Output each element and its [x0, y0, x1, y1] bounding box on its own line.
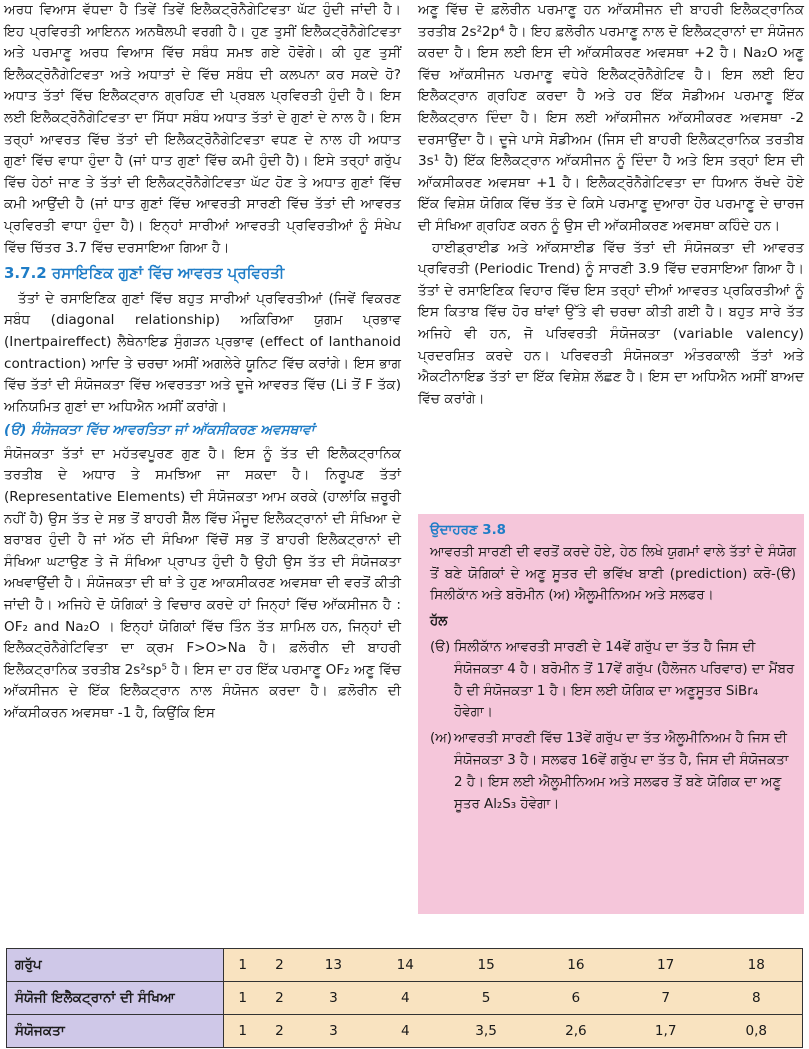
solution-part-b-text: ਆਵਰਤੀ ਸਾਰਣੀ ਵਿੱਚ 13ਵੇਂ ਗਰੁੱਪ ਦਾ ਤੱਤ ਐਲੂਮੀਨਿਅਮ ਹੈ ਜਿਸ ਦੀ ਸੰਯੋਜਕਤਾ 3 ਹੈ। ਸਲਫਰ 16ਵੇਂ ਗਰੁੱਪ ਦਾ ਤੱਤ ਹੈ, ਜਿਸ ਦੀ ਸੰਯੋਜਕਤਾ 2 ਹੈ। ਇਸ ਲਈ ਐਲੂਮੀਨਿਅਮ ਅਤੇ ਸਲਫਰ ਤੋਂ ਬਣੇ ਯੋਗਿਕ ਦਾ ਅਣੂ ਸੂਤਰ Al₂S₃ ਹੋਵੇਗਾ।	[454, 731, 789, 812]
table-row-label: ਗਰੁੱਪ	[7, 949, 224, 982]
solution-title: ਹੱਲ	[430, 614, 448, 630]
table-row-valency	[7, 1015, 803, 1048]
table-cell: 14	[369, 949, 441, 982]
right-column	[418, 0, 804, 410]
table-row-label: ਸੰਯੋਜੀ ਇਲੈਕਟ੍ਰਾਨਾਂ ਦੀ ਸੰਖਿਆ	[7, 982, 224, 1015]
table-cell: 1	[224, 982, 262, 1015]
table-cell: 15	[441, 949, 531, 982]
left-column	[4, 0, 401, 725]
table-cell: 3,5	[441, 1015, 531, 1048]
table-cell: 5	[441, 982, 531, 1015]
table-cell: 7	[621, 982, 711, 1015]
solution-part-b	[430, 728, 796, 815]
table-cell: 4	[369, 982, 441, 1015]
solution-part-a-label: (ੳ)	[430, 639, 451, 655]
table-cell: 1	[224, 949, 262, 982]
example-title: ਉਦਾਹਰਣ 3.8	[430, 523, 506, 538]
table-cell: 17	[621, 949, 711, 982]
table-cell: 8	[711, 982, 803, 1015]
table-cell: 2	[262, 1015, 298, 1048]
table-cell: 1	[224, 1015, 262, 1048]
valency-table	[6, 948, 803, 1048]
left-paragraph-3: ਸੰਯੋਜਕਤਾ ਤੱਤਾਂ ਦਾ ਮਹੱਤਵਪੂਰਣ ਗੁਣ ਹੈ। ਇਸ ਨੂੰ ਤੱਤ ਦੀ ਇਲੈਕਟ੍ਰਾਨਿਕ ਤਰਤੀਬ ਦੇ ਅਧਾਰ ਤੇ ਸਮਝਿਆ ਜਾ ਸਕਦਾ ਹੈ। ਨਿਰੂਪਣ ਤੱਤਾਂ (Representative Elements) ਦੀ ਸੰਯੋਜਕਤਾ ਆਮ ਕਰਕੇ (ਹਾਲਾਂਕਿ ਜ਼ਰੂਰੀ ਨਹੀਂ ਹੈ) ਉਸ ਤੱਤ ਦੇ ਸਭ ਤੋਂ ਬਾਹਰੀ ਸ਼ੈੱਲ ਵਿੱਚ ਮੌਜੂਦ ਇਲੈਕਟ੍ਰਾਨਾਂ ਦੀ ਸੰਖਿਆ ਦੇ ਬਰਾਬਰ ਹੁੰਦੀ ਹੈ ਜਾਂ ਅੱਠ ਦੀ ਸੰਖਿਆ ਵਿੱਚੋਂ ਸਭ ਤੋਂ ਬਾਹਰੀ ਇਲੈਕਟ੍ਰਾਨਾਂ ਦੀ ਸੰਖਿਆ ਘਟਾਉਣ ਤੇ ਜੋ ਸੰਖਿਆ ਪ੍ਰਾਪਤ ਹੁੰਦੀ ਹੈ ਉਹੀ ਉਸ ਤੱਤ ਦੀ ਸੰਯੋਜਕਤਾ ਅਖਵਾਉਂਦੀ ਹੈ। ਸੰਯੋਜਕਤਾ ਦੀ ਥਾਂ ਤੇ ਹੁਣ ਆਕਸੀਕਰਣ ਅਵਸਥਾ ਦੀ ਵਰਤੋਂ ਕੀਤੀ ਜਾਂਦੀ ਹੈ। ਅਜਿਹੇ ਦੋ ਯੋਗਿਕਾਂ ਤੇ ਵਿਚਾਰ ਕਰਦੇ ਹਾਂ ਜਿਨ੍ਹਾਂ ਵਿੱਚ ਆੱਕਸੀਜਨ ਹੈ : OF₂ and Na₂O । ਇਨ੍ਹਾਂ ਯੋਗਿਕਾਂ ਵਿੱਚ ਤਿੰਨ ਤੱਤ ਸ਼ਾਮਿਲ ਹਨ, ਜਿਨ੍ਹਾਂ ਦੀ ਇਲੈਕਟ੍ਰੋਨੈਗੇਟਿਵਿਤਾ ਦਾ ਕ੍ਰਮ F>O>Na ਹੈ। ਫ਼ਲੋਰੀਨ ਦੀ ਬਾਹਰੀ ਇਲੈਕਟ੍ਰਾਨਿਕ ਤਰਤੀਬ 2s²sp⁵ ਹੈ। ਇਸ ਦਾ ਹਰ ਇੱਕ ਪਰਮਾਣੂ OF₂ ਅਣੂ ਵਿੱਚ ਆੱਕਸੀਜਨ ਦੇ ਇੱਕ ਇਲੈਕਟ੍ਰਾਨ ਨਾਲ ਸੰਯੋਜਨ ਕਰਦਾ ਹੈ। ਫ਼ਲੋਰੀਨ ਦੀ ਆੱਕਸੀਕਰਨ ਅਵਸਥਾ -1 ਹੈ, ਕਿਉਂਕਿ ਇਸ	[4, 445, 401, 721]
table-cell: 0,8	[711, 1015, 803, 1048]
right-paragraph-2: ਹਾਈਡ੍ਰਾਈਡ ਅਤੇ ਆੱਕਸਾਈਡ ਵਿੱਚ ਤੱਤਾਂ ਦੀ ਸੰਯੋਜਕਤਾ ਦੀ ਆਵਰਤ ਪ੍ਰਵਿਰਤੀ (Periodic Trend) ਨੂੰ ਸਾਰਣੀ 3.9 ਵਿੱਚ ਦਰਸਾਇਆ ਗਿਆ ਹੈ। ਤੱਤਾਂ ਦੇ ਰਸਾਇਣਿਕ ਵਿਹਾਰ ਵਿੱਚ ਇਸ ਤਰ੍ਹਾਂ ਦੀਆਂ ਆਵਰਤ ਪ੍ਰਕਿਰਤੀਆਂ ਨੂੰ ਇਸ ਕਿਤਾਬ ਵਿੱਚ ਹੋਰ ਥਾਂਵਾਂ ਉੱਤੇ ਵੀ ਚਰਚਾ ਕੀਤੀ ਗਈ ਹੈ। ਬਹੁਤ ਸਾਰੇ ਤੱਤ ਅਜਿਹੇ ਵੀ ਹਨ, ਜੋ ਪਰਿਵਰਤੀ ਸੰਯੋਜਕਤਾ (variable valency) ਪ੍ਰਦਰਸ਼ਿਤ ਕਰਦੇ ਹਨ। ਪਰਿਵਰਤੀ ਸੰਯੋਜਕਤਾ ਅੰਤਰਕਾਲੀ ਤੱਤਾਂ ਅਤੇ ਐਕਟੀਨਾਇਡ ਤੱਤਾਂ ਦਾ ਇੱਕ ਵਿਸ਼ੇਸ਼ ਲੱਛਣ ਹੈ। ਇਸ ਦਾ ਅਧਿਐਨ ਅਸੀਂ ਬਾਅਦ ਵਿੱਚ ਕਰਾਂਗੇ।	[418, 239, 804, 407]
example-question: ਆਵਰਤੀ ਸਾਰਣੀ ਦੀ ਵਰਤੋਂ ਕਰਦੇ ਹੋਏ, ਹੇਠ ਲਿਖੇ ਯੁਗਮਾਂ ਵਾਲੇ ਤੱਤਾਂ ਦੇ ਸੰਯੋਗ ਤੋਂ ਬਣੇ ਯੋਗਿਕਾਂ ਦੇ ਅਣੂ ਸੂਤਰ ਦੀ ਭਵਿੱਖ ਬਾਣੀ (prediction) ਕਰੋ-(ੳ) ਸਿਲੀਕਾੱਨ ਅਤੇ ਬਰੋਮੀਨ (ਅ) ਐਲੂਮੀਨਿਅਮ ਅਤੇ ਸਲਫਰ।	[430, 544, 796, 604]
left-paragraph-2: ਤੱਤਾਂ ਦੇ ਰਸਾਇਣਿਕ ਗੁਣਾਂ ਵਿੱਚ ਬਹੁਤ ਸਾਰੀਆਂ ਪ੍ਰਵਿਰਤੀਆਂ (ਜਿਵੇਂ ਵਿਕਰਣ ਸਬੰਧ (diagonal relationship) ਅਕਿਰਿਆ ਯੁਗਮ ਪ੍ਰਭਾਵ (Inertpaireffect) ਲੈਥੇਨਾਇਡ ਸੁੰਗੜਨ ਪ੍ਰਭਾਵ (effect of lanthanoid contraction) ਆਦਿ ਤੇ ਚਰਚਾ ਅਸੀਂ ਅਗਲੇਰੇ ਯੂਨਿਟ ਵਿੱਚ ਕਰਾਂਗੇ। ਇਸ ਭਾਗ ਵਿੱਚ ਤੱਤਾਂ ਦੀ ਸੰਯੋਜਕਤਾ ਵਿੱਚ ਅਵਰਤਤਾ ਅਤੇ ਦੂਜੇ ਆਵਰਤ ਵਿੱਚ (Li ਤੋਂ F ਤੱਕ) ਅਨਿਯਮਿਤ ਗੁਣਾਂ ਦਾ ਅਧਿਐਨ ਅਸੀਂ ਕਰਾਂਗੇ।	[4, 290, 401, 415]
table-row-group	[7, 949, 803, 982]
solution-part-a-text: ਸਿਲੀਕਾੱਨ ਆਵਰਤੀ ਸਾਰਣੀ ਦੇ 14ਵੇਂ ਗਰੁੱਪ ਦਾ ਤੱਤ ਹੈ ਜਿਸ ਦੀ ਸੰਯੋਜਕਤਾ 4 ਹੈ। ਬਰੋਮੀਨ ਤੋਂ 17ਵੇਂ ਗਰੁੱਪ (ਹੈਲੋਜਨ ਪਰਿਵਾਰ) ਦਾ ਮੈਂਬਰ ਹੈ ਦੀ ਸੰਯੋਜਕਤਾ 1 ਹੈ। ਇਸ ਲਈ ਯੋਗਿਕ ਦਾ ਅਣੂਸੂਤਰ SiBr₄ ਹੋਵੇਗਾ।	[454, 639, 795, 721]
table-cell: 4	[369, 1015, 441, 1048]
solution-part-a	[430, 637, 796, 724]
solution-part-b-label: (ਅ)	[430, 731, 452, 747]
table-cell: 13	[297, 949, 369, 982]
table-cell: 1,7	[621, 1015, 711, 1048]
table-cell: 16	[531, 949, 621, 982]
table-cell: 3	[297, 1015, 369, 1048]
table-cell: 18	[711, 949, 803, 982]
table-cell: 6	[531, 982, 621, 1015]
table-cell: 3	[297, 982, 369, 1015]
left-paragraph-1: ਅਰਧ ਵਿਆਸ ਵੱਧਦਾ ਹੈ ਤਿਵੇਂ ਤਿਵੇਂ ਇਲੈਕਟ੍ਰੋਨੈਗੇਟਿਵਤਾ ਘੱਟ ਹੁੰਦੀ ਜਾਂਦੀ ਹੈ। ਇਹ ਪ੍ਰਵਿਰਤੀ ਆਇਨਨ ਅਨਥੈਲਪੀ ਵਰਗੀ ਹੈ। ਹੁਣ ਤੁਸੀਂ ਇਲੈਕਟ੍ਰੋਨੈਗੇਟਿਵਤਾ ਅਤੇ ਪਰਮਾਣੂ ਅਰਧ ਵਿਆਸ ਵਿੱਚ ਸਬੰਧ ਸਮਝ ਗਏ ਹੋਵੋਗੇ। ਕੀ ਹੁਣ ਤੁਸੀਂ ਇਲੈਕਟ੍ਰੋਨੈਗੇਟਿਵਤਾ ਅਤੇ ਅਧਾਤਾਂ ਦੇ ਵਿੱਚ ਸਬੰਧ ਦੀ ਕਲਪਨਾ ਕਰ ਸਕਦੇ ਹੋ? ਅਧਾਤ ਤੱਤਾਂ ਵਿੱਚ ਇਲੈਕਟ੍ਰਾਨ ਗ੍ਰਹਿਣ ਦੀ ਪ੍ਰਬਲ ਪ੍ਰਵਿਰਤੀ ਹੁੰਦੀ ਹੈ। ਇਸ ਲਈ ਇਲੈਕਟ੍ਰੋਨੈਗੇਟਿਵਤਾ ਦਾ ਸਿੱਧਾ ਸਬੰਧ ਅਧਾਤ ਤੱਤਾਂ ਦੇ ਗੁਣਾਂ ਦੇ ਨਾਲ ਹੈ। ਇਸ ਤਰ੍ਹਾਂ ਆਵਰਤ ਵਿੱਚ ਤੱਤਾਂ ਦੀ ਇਲੈਕਟ੍ਰੋਨੈਗੇਟਿਵਤਾ ਵਧਣ ਦੇ ਨਾਲ ਹੀ ਅਧਾਤ ਗੁਣਾਂ ਵਿੱਚ ਵਾਧਾ ਹੁੰਦਾ ਹੈ (ਜਾਂ ਧਾਤ ਗੁਣਾਂ ਵਿੱਚ ਕਮੀ ਹੁੰਦੀ ਹੈ)। ਇਸੇ ਤਰ੍ਹਾਂ ਗਰੁੱਪ ਵਿੱਚ ਹੇਠਾਂ ਜਾਣ ਤੇ ਤੱਤਾਂ ਦੀ ਇਲੈਕਟ੍ਰੋਨੈਗੇਟਿਵਤਾ ਘੱਟ ਹੋਣ ਤੇ ਅਧਾਤ ਗੁਣਾਂ ਵਿੱਚ ਕਮੀ ਆਉਂਦੀ ਹੈ (ਜਾਂ ਧਾਤ ਗੁਣਾਂ ਵਿੱਚ ਆਵਰਤੀ ਸਾਰਣੀ ਵਿੱਚ ਤੱਤਾਂ ਦੀ ਆਵਰਤ ਪ੍ਰਵਿਰਤੀ ਵਾਧਾ ਹੁੰਦਾ ਹੈ)। ਇਨ੍ਹਾਂ ਸਾਰੀਆਂ ਆਵਰਤੀ ਪ੍ਰਵਿਰਤੀਆਂ ਨੂੰ ਸੰਖੇਪ ਵਿੱਚ ਚਿੱਤਰ 3.7 ਵਿੱਚ ਦਰਸਾਇਆ ਗਿਆ ਹੈ।	[4, 2, 401, 256]
right-paragraph-1: ਅਣੂ ਵਿੱਚ ਦੋ ਫ਼ਲੋਰੀਨ ਪਰਮਾਣੂ ਹਨ ਆੱਕਸੀਜਨ ਦੀ ਬਾਹਰੀ ਇਲੈਕਟ੍ਰਾਨਿਕ ਤਰਤੀਬ 2s²2p⁴ ਹੈ। ਇਹ ਫ਼ਲੋਰੀਨ ਪਰਮਾਣੂ ਨਾਲ ਦੋ ਇਲੈਕਟ੍ਰਾਨਾਂ ਦਾ ਸੰਯੋਜਨ ਕਰਦਾ ਹੈ। ਇਸ ਲਈ ਇਸ ਦੀ ਆੱਕਸੀਕਰਣ ਅਵਸਥਾ +2 ਹੈ। Na₂O ਅਣੂ ਵਿੱਚ ਆੱਕਸੀਜਨ ਪਰਮਾਣੂ ਵਧੇਰੇ ਇਲੈਕਟ੍ਰੋਨੈਗੇਟਿਵ ਹੈ। ਇਸ ਲਈ ਇਹ ਇਲੈਕਟ੍ਰਾਨ ਗ੍ਰਹਿਣ ਕਰਦਾ ਹੈ ਅਤੇ ਹਰ ਇੱਕ ਸੋਡੀਅਮ ਪਰਮਾਣੂ ਇੱਕ ਇਲੈਕਟ੍ਰਾਨ ਦਿੰਦਾ ਹੈ। ਇਸ ਲਈ ਆੱਕਸੀਜਨ ਆੱਕਸੀਕਰਣ ਅਵਸਥਾ -2 ਦਰਸਾਉਂਦਾ ਹੈ। ਦੂਜੇ ਪਾਸੇ ਸੋਡੀਅਮ (ਜਿਸ ਦੀ ਬਾਹਰੀ ਇਲੈਕਟ੍ਰਾਨਿਕ ਤਰਤੀਬ 3s¹ ਹੈ) ਇੱਕ ਇਲੈਕਟ੍ਰਾਨ ਆੱਕਸੀਜਨ ਨੂੰ ਦਿੰਦਾ ਹੈ ਅਤੇ ਇਸ ਤਰ੍ਹਾਂ ਇਸ ਦੀ ਆੱਕਸੀਕਰਣ ਅਵਸਥਾ +1 ਹੈ। ਇਲੈਕਟ੍ਰੋਨੈਗੇਟਿਵਤਾ ਦਾ ਧਿਆਨ ਰੱਖਦੇ ਹੋਏ ਇੱਕ ਵਿਸ਼ੇਸ਼ ਯੋਗਿਕ ਵਿੱਚ ਤੱਤ ਦੇ ਕਿਸੇ ਪਰਮਾਣੂ ਦੁਆਰਾ ਹੋਰ ਪਰਮਾਣੂ ਦੇ ਚਾਰਜ ਦੀ ਸੰਖਿਆ ਗ੍ਰਹਿਣ ਕਰਨ ਨੂੰ ਉਸ ਦੀ ਆੱਕਸੀਕਰਣ ਅਵਸਥਾ ਕਹਿੰਦੇ ਹਨ।	[418, 2, 804, 234]
table-row-valence-electrons	[7, 982, 803, 1015]
table-cell: 2	[262, 982, 298, 1015]
subsection-heading-valency: (ੳ) ਸੰਯੋਜਕਤਾ ਵਿੱਚ ਆਵਰਤਿਤਾ ਜਾਂ ਆੱਕਸੀਕਰਣ ਅਵਸਥਾਵਾਂ	[4, 422, 315, 439]
table-cell: 2	[262, 949, 298, 982]
table-cell: 2,6	[531, 1015, 621, 1048]
section-heading-3-7-2: 3.7.2 ਰਸਾਇਣਿਕ ਗੁਣਾਂ ਵਿੱਚ ਆਵਰਤ ਪ੍ਰਵਿਰਤੀ	[4, 264, 285, 283]
table-row-label: ਸੰਯੋਜਕਤਾ	[7, 1015, 224, 1048]
example-box	[418, 514, 804, 914]
